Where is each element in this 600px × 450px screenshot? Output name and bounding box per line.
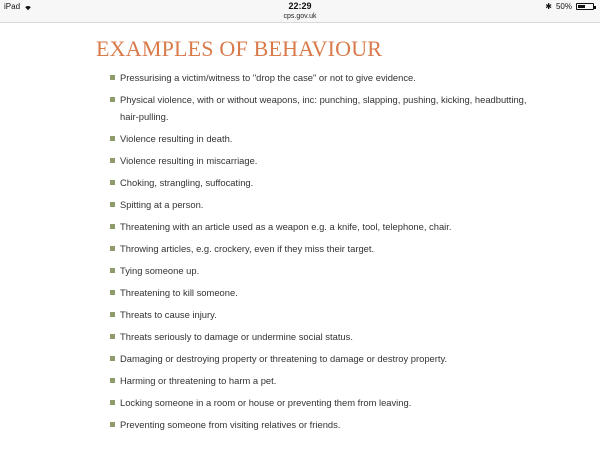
list-item-text: Violence resulting in miscarriage. xyxy=(120,155,258,166)
list-item-text: Damaging or destroying property or threatening to damage or destroy property. xyxy=(120,353,448,364)
status-time: 22:29 xyxy=(288,1,312,11)
list-item-text: Pressurising a victim/witness to "drop the case" or not to give evidence. xyxy=(120,72,416,83)
list-item xyxy=(110,328,530,345)
list-item-text: Threats to cause injury. xyxy=(120,309,217,320)
status-right xyxy=(545,2,594,11)
list-item xyxy=(110,284,530,301)
list-item xyxy=(110,262,530,279)
status-bar xyxy=(0,0,600,13)
list-item xyxy=(110,130,530,147)
bullet-icon xyxy=(110,75,115,80)
list-item-text: Violence resulting in death. xyxy=(120,133,233,144)
bullet-icon xyxy=(110,290,115,295)
list-item xyxy=(110,196,530,213)
battery-icon xyxy=(576,3,594,10)
list-item xyxy=(110,240,530,257)
bullet-icon xyxy=(110,136,115,141)
list-item-text: Preventing someone from visiting relatives or friends. xyxy=(120,419,341,430)
list-item-text: Harming or threatening to harm a pet. xyxy=(120,375,277,386)
list-item xyxy=(110,372,530,389)
bullet-icon xyxy=(110,334,115,339)
list-item-text: Threatening with an article used as a weapon e.g. a knife, tool, telephone, chair. xyxy=(120,221,452,232)
bullet-icon xyxy=(110,400,115,405)
device-name: iPad xyxy=(4,2,21,11)
bluetooth-icon: ✱ xyxy=(545,2,552,11)
list-item-text: Physical violence, with or without weapons, inc: punching, slapping, pushing, kicking, headbutting, hair-pulling. xyxy=(120,94,527,122)
list-item-text: Spitting at a person. xyxy=(120,199,204,210)
address-bar[interactable] xyxy=(0,13,600,23)
list-item-text: Locking someone in a room or house or preventing them from leaving. xyxy=(120,397,412,408)
list-item xyxy=(110,416,530,433)
list-item xyxy=(110,306,530,323)
list-item-text: Choking, strangling, suffocating. xyxy=(120,177,254,188)
battery-percent: 50% xyxy=(555,2,572,11)
list-item-text: Threatening to kill someone. xyxy=(120,287,238,298)
bullet-icon xyxy=(110,312,115,317)
bullet-icon xyxy=(110,422,115,427)
list-item-text: Threats seriously to damage or undermine social status. xyxy=(120,331,353,342)
list-item-text: Throwing articles, e.g. crockery, even if they miss their target. xyxy=(120,243,375,254)
list-item xyxy=(110,394,530,411)
list-item xyxy=(110,174,530,191)
list-item xyxy=(110,152,530,169)
list-item xyxy=(110,350,530,367)
bullet-icon xyxy=(110,378,115,383)
bullet-icon xyxy=(110,202,115,207)
bullet-icon xyxy=(110,97,115,102)
bullet-icon xyxy=(110,158,115,163)
bullet-icon xyxy=(110,246,115,251)
bullet-icon xyxy=(110,268,115,273)
bullet-icon xyxy=(110,224,115,229)
url-text[interactable]: cps.gov.uk xyxy=(283,13,317,20)
page-content xyxy=(0,23,600,450)
battery-fill xyxy=(578,5,585,8)
list-item xyxy=(110,218,530,235)
behaviour-list xyxy=(110,69,530,438)
list-item-text: Tying someone up. xyxy=(120,265,200,276)
bullet-icon xyxy=(110,180,115,185)
page-title: EXAMPLES OF BEHAVIOUR xyxy=(96,36,383,61)
bullet-icon xyxy=(110,356,115,361)
list-item xyxy=(110,91,530,125)
list-item xyxy=(110,69,530,86)
